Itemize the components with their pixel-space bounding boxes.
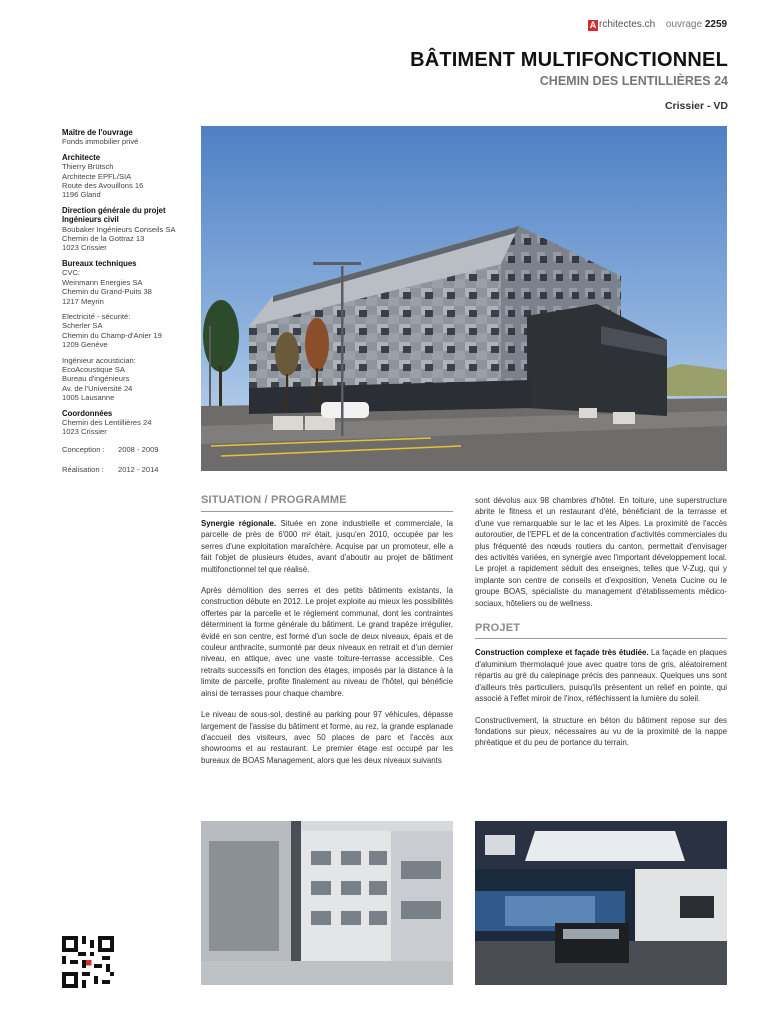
paragraph-4: sont dévolus aux 98 chambres d'hôtel. En toiture, une superstructure abrite le fitness et un restaurant d'été, bénéficiant de la terrasse et d'une vue remarquable sur le lac et les Alpes. La proximité de l'accès autoroutier, de l'EPFL et de la concentration d'activités commerciales du plus fréquenté des nœuds routiers du canton, permettait d'envisager des activités variées, en synergie avec l'important développement local. Le projet a rapidement séduit des enseignes, telles que V-Zug, qui y implante son centre de conseils et d'exposition, Veneta Cucine ou le groupe BOAS, spécialiste du management d'établissements médico-sociaux, hôteliers ou de wellness. bbox=[475, 496, 727, 608]
acoustics-line: 1005 Lausanne bbox=[62, 393, 115, 403]
architect-line: 1196 Gland bbox=[62, 190, 101, 200]
realisation-label: Réalisation : bbox=[62, 464, 104, 474]
paragraph-5-lead: Construction complexe et façade très étudiée. bbox=[475, 648, 649, 658]
paragraph-6: Constructivement, la structure en béton du bâtiment repose sur des fondations sur pieux, nécessaires au vu de la proximité de la nappe phréatique et du peu de portance du terrain. bbox=[475, 715, 727, 748]
ouvrage-number: 2259 bbox=[704, 19, 728, 30]
acoustics-line: Bureau d'ingénieurs bbox=[62, 374, 130, 384]
brand-bar bbox=[588, 19, 727, 31]
electricity-line: Scherler SA bbox=[62, 321, 103, 331]
cvc-line: 1217 Meyrin bbox=[62, 296, 104, 306]
courtyard-photo bbox=[201, 821, 453, 985]
acoustics-line: EcoAcoustique SA bbox=[62, 364, 125, 374]
electricity-line: 1209 Genève bbox=[62, 340, 108, 350]
page-title: BÂTIMENT MULTIFONCTIONNEL bbox=[410, 49, 728, 71]
section2-title: PROJET bbox=[475, 622, 521, 635]
cvc-line: Chemin du Grand-Puits 38 bbox=[62, 287, 152, 297]
paragraph-1 bbox=[201, 518, 453, 575]
architect-line: Route des Avouillons 16 bbox=[62, 181, 144, 191]
architect-line: Architecte EPFL/SIA bbox=[62, 171, 132, 181]
coordinates-line: 1023 Crissier bbox=[62, 427, 107, 437]
coordinates-line: Chemin des Lentillières 24 bbox=[62, 417, 152, 427]
paragraph-3: Le niveau de sous-sol, destiné au parking pour 97 véhicules, dépasse largement de l'assise du bâtiment et forme, au rez, la grande esplanade d'accueil des visiteurs, avec 50 places de parc et l'accès aux showrooms et au restaurant. Le premier étage est occupé par les bureaux de BOAS Management, alors que les deux niveaux suivants bbox=[201, 710, 453, 765]
electricity-line: Chemin du Champ-d'Anier 19 bbox=[62, 330, 162, 340]
cvc-line: CVC: bbox=[62, 268, 81, 278]
paragraph-5 bbox=[475, 647, 727, 704]
paragraph-1-body: Située en zone industrielle et commerciale, la parcelle de près de 6'000 m² était, jusqu'en 2010, occupée par les serres d'une exploitation maraîchère. Acquise par un promoteur, elle a fait l'objet de plusieurs études, avant d'aboutir au projet de bâtiment multifonctionnel tel que réalisé. bbox=[201, 519, 453, 574]
acoustics-line: Ingénieur acoustician: bbox=[62, 355, 136, 365]
owner-line: Fonds immobilier privé bbox=[62, 137, 139, 147]
page-subtitle: CHEMIN DES LENTILLIÈRES 24 bbox=[539, 74, 728, 88]
technical-offices-heading: Bureaux techniques bbox=[62, 258, 137, 268]
architect-line: Thierry Brütsch bbox=[62, 162, 114, 172]
owner-block bbox=[62, 128, 194, 147]
realisation-row bbox=[62, 465, 194, 485]
location: Crissier - VD bbox=[664, 100, 728, 112]
section1-title: SITUATION / PROGRAMME bbox=[201, 494, 347, 506]
realisation-value: 2012 - 2014 bbox=[118, 464, 159, 474]
section2-divider bbox=[475, 638, 727, 639]
direction-line: 1023 Crissier bbox=[62, 243, 107, 253]
acoustics-line: Av. de l'Université 24 bbox=[62, 383, 133, 393]
electricity-line: Electricité - sécurité: bbox=[62, 311, 131, 321]
coordinates-heading: Coordonnées bbox=[62, 408, 113, 418]
owner-heading: Maître de l'ouvrage bbox=[62, 128, 133, 137]
showroom-interior-photo bbox=[475, 821, 727, 985]
conception-row bbox=[62, 445, 194, 465]
paragraph-5-body: La façade en plaques d'aluminium thermolaqué joue avec quatre tons de gris, aléatoirement répartis au gré du calepinage précis des panneaux. Quelques uns sont d'ailleurs très particuliers, puisqu'ils présentent un relief en pointe, qui associé à l'effet miroir de l'inox, réfléchissent la lumière du soleil. bbox=[475, 648, 727, 704]
civil-engineer-heading: Ingénieurs civil bbox=[62, 215, 119, 225]
paragraph-2: Après démolition des serres et des petits bâtiments existants, la construction débute en 2012. Le projet exploite au mieux les possibilités offertes par la parcelle et le règlement communal, dont les contraintes déterminent la forme générale du bâtiment. Le grand trapèze irrégulier, évidé en son centre, est formé d'un socle de deux niveaux, épais et de couleur anthracite, surmonté par deux niveaux en retrait et d'un dernier niveau, en attique, avec une vaste toiture-terrasse accessible. Ces retraits successifs en fonction des étages, imposés par la distance à la limite de parcelle, profite finalement au niveau de l'hôtel, qui bénéficie ainsi de terrasses pour chaque chambre. bbox=[201, 586, 453, 698]
direction-block bbox=[62, 206, 194, 253]
ouvrage-label: ouvrage bbox=[665, 19, 703, 30]
paragraph-1-lead: Synergie régionale. bbox=[201, 519, 277, 528]
direction-heading: Direction générale du projet bbox=[62, 205, 166, 215]
architect-block bbox=[62, 153, 194, 200]
direction-line: Chemin de la Gottraz 13 bbox=[62, 234, 145, 244]
brand-name[interactable]: rchitectes.ch bbox=[599, 19, 656, 30]
coordinates-block bbox=[62, 409, 194, 437]
technical-offices-block bbox=[62, 259, 194, 403]
section1-divider bbox=[201, 511, 453, 512]
conception-label: Conception : bbox=[62, 444, 105, 454]
architectes-logo-icon: A bbox=[589, 20, 597, 30]
conception-value: 2008 - 2009 bbox=[118, 444, 159, 454]
project-info-sidebar bbox=[62, 128, 194, 485]
article-column-1 bbox=[201, 518, 453, 776]
architect-heading: Architecte bbox=[62, 152, 101, 162]
qr-code[interactable] bbox=[62, 936, 114, 988]
building-exterior-photo bbox=[201, 126, 727, 471]
cvc-line: Weinmann Energies SA bbox=[62, 277, 143, 287]
article-column-2 bbox=[475, 495, 727, 759]
dates-block bbox=[62, 445, 194, 485]
direction-line: Boubaker Ingénieurs Conseils SA bbox=[62, 224, 176, 234]
